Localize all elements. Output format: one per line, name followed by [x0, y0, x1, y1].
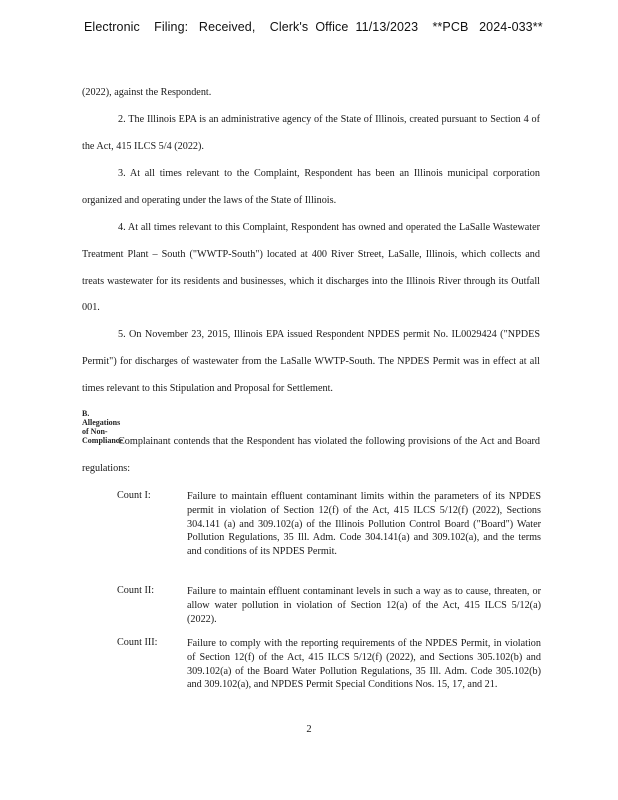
page-number: 2 [306, 724, 312, 735]
section-number: B. [82, 409, 90, 418]
section-title: Allegations of Non-Compliance [82, 418, 123, 445]
paragraph-5: 5. On November 23, 2015, Illinois EPA issued Respondent NPDES permit No. IL0029424 ("NPDES Permit") for discharges of wastewater from the LaSalle WWTP-South. The NPDES Permit was in effect at all times relevant to this Stipulation and Proposal for Settlement. [82, 329, 540, 394]
count-label: Count II: [117, 585, 155, 596]
count-text: Failure to maintain effluent contaminant levels in such a way as to cause, threaten, or allow water pollution in violation of Section 12(a) of the Act, 415 ILCS 5/12(a) (2022). [187, 586, 541, 625]
paragraph-2: 2. The Illinois EPA is an administrative agency of the State of Illinois, created pursuant to Section 4 of the Act, 415 ILCS 5/4 (2022). [82, 114, 540, 152]
complainant-paragraph: Complainant contends that the Respondent has violated the following provisions of the Act and Board regulations: [82, 436, 540, 474]
paragraph-continuation: (2022), against the Respondent. [82, 87, 212, 98]
count-text: Failure to comply with the reporting requirements of the NPDES Permit, in violation of Section 12(f) of the Act, 415 ILCS 5/12(f) (2022), and Sections 305.102(b) and 309.102(a) of the Board Water Pollution Regulations, 35 Ill. Adm. Code 305.102(b) and 309.102(a), and NPDES Permit Special Conditions Nos. 15, 17, and 21. [187, 638, 541, 691]
filing-stamp-header: Electronic Filing: Received, Clerk's Office 11/13/2023 **PCB 2024-033** [84, 20, 543, 34]
paragraph-4: 4. At all times relevant to this Complaint, Respondent has owned and operated the LaSalle Wastewater Treatment Plant – South ("WWTP-South") located at 400 River Street, LaSalle, Illinois, which collects and treats wastewater for its residents and businesses, which it discharges into the Illinois River through its Outfall 001. [82, 222, 540, 314]
count-text: Failure to maintain effluent contaminant limits within the parameters of its NPDES permit in violation of Section 12(f) of the Act, 415 ILCS 5/12(f) (2022), Sections 304.141 (a) and 309.102(a) of the Illinois Pollution Control Board ("Board") Water Pollution Regulations, 35 Ill. Adm. Code 304.141(a) and 309.102(a), and the terms and conditions of its NPDES Permit. [187, 491, 541, 558]
count-label: Count I: [117, 490, 151, 501]
paragraph-3: 3. At all times relevant to the Complaint, Respondent has been an Illinois municipal corporation organized and operating under the laws of the State of Illinois. [82, 168, 540, 206]
count-label: Count III: [117, 637, 158, 648]
document-body [82, 0, 542, 800]
